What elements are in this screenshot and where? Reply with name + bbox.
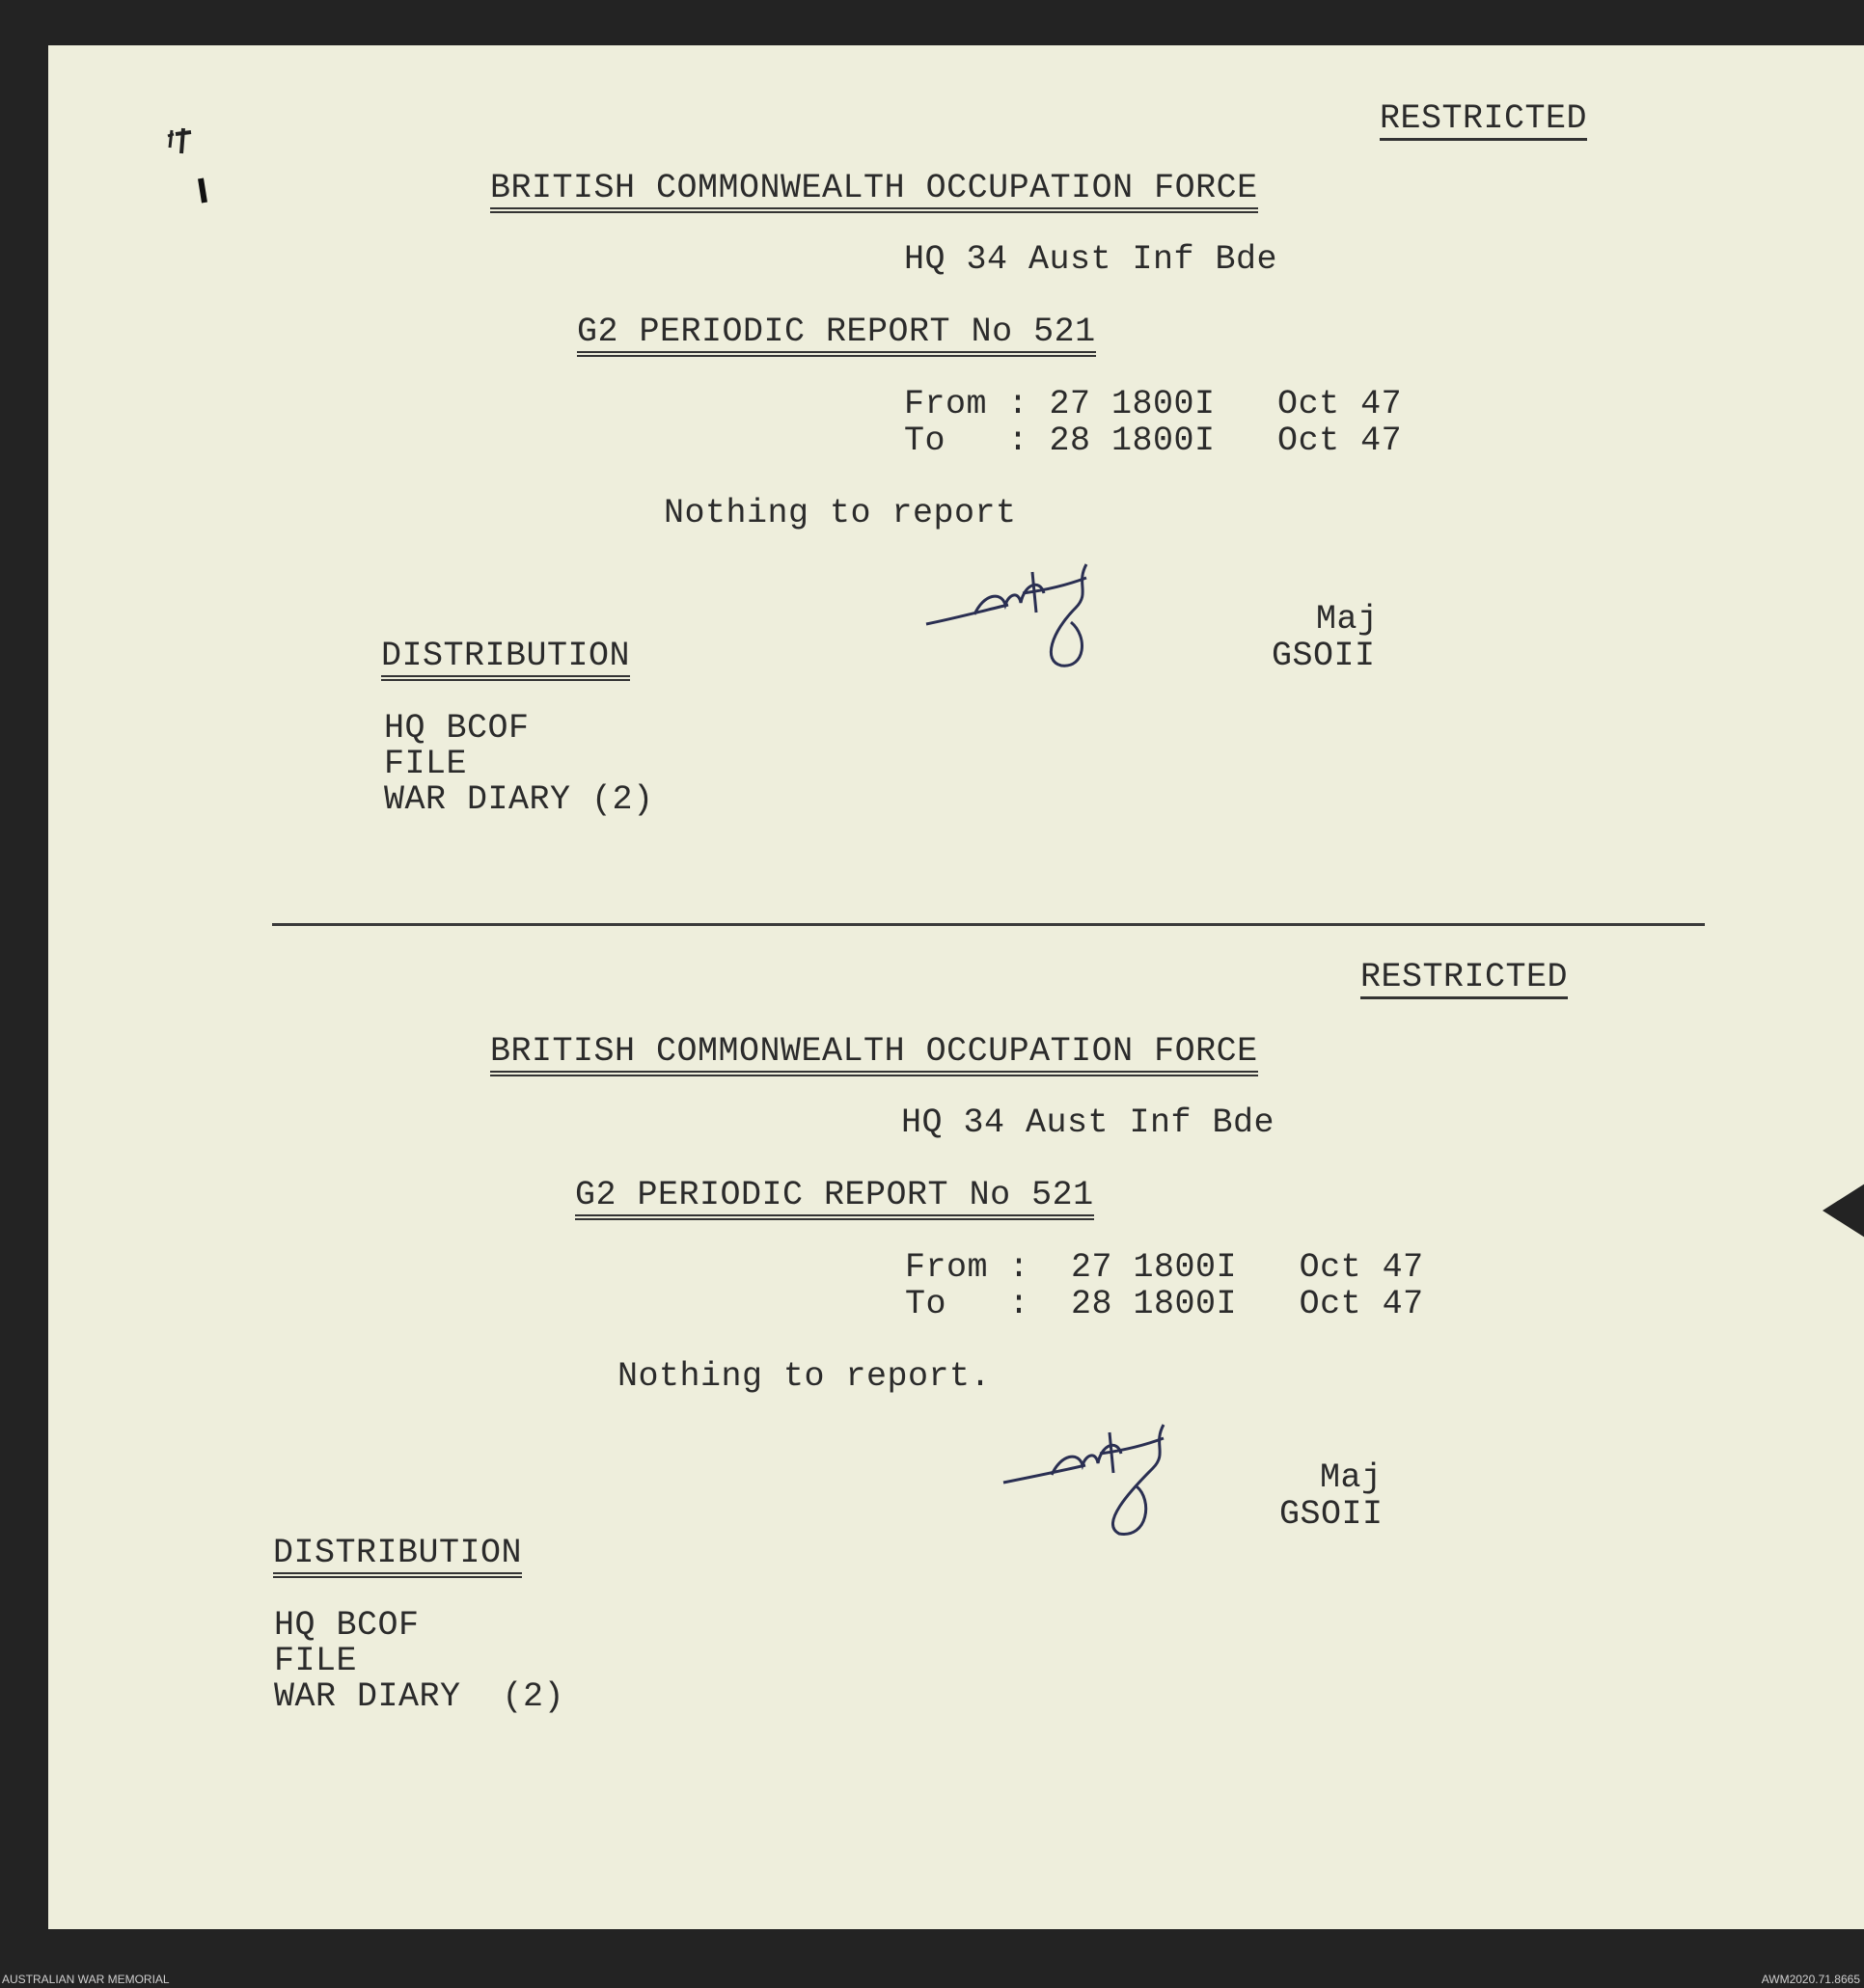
signatory-rank: Maj <box>1320 1458 1383 1497</box>
distribution-item: WAR DIARY (2) <box>274 1677 565 1716</box>
footer-accession-number: AWM2020.71.8665 <box>1761 1973 1860 1986</box>
classification-label: RESTRICTED <box>1360 959 1568 999</box>
period-from: From : 27 1800I Oct 47 <box>905 1248 1424 1287</box>
distribution-item: WAR DIARY (2) <box>384 780 654 819</box>
signatory-rank: Maj <box>1316 600 1379 639</box>
torn-edge-notch <box>1823 1184 1864 1238</box>
signatory-appointment: GSOII <box>1279 1495 1384 1534</box>
distribution-heading: DISTRIBUTION <box>273 1535 522 1578</box>
signatory-appointment: GSOII <box>1272 637 1376 675</box>
pencil-mark-icon <box>164 121 222 212</box>
pencil-annotation <box>164 121 222 220</box>
signature-image <box>917 555 1148 680</box>
period-to: To : 28 1800I Oct 47 <box>905 1285 1424 1323</box>
distribution-heading: DISTRIBUTION <box>381 638 630 681</box>
footer-institution: AUSTRALIAN WAR MEMORIAL <box>2 1973 170 1986</box>
distribution-item: FILE <box>384 745 468 783</box>
force-title: BRITISH COMMONWEALTH OCCUPATION FORCE <box>490 170 1258 213</box>
distribution-item: FILE <box>274 1642 358 1680</box>
force-title: BRITISH COMMONWEALTH OCCUPATION FORCE <box>490 1033 1258 1076</box>
hq-line: HQ 34 Aust Inf Bde <box>904 240 1278 279</box>
period-from: From : 27 1800I Oct 47 <box>904 385 1403 423</box>
period-to: To : 28 1800I Oct 47 <box>904 422 1403 460</box>
classification-label: RESTRICTED <box>1380 100 1587 141</box>
section-divider <box>272 923 1705 926</box>
hq-line: HQ 34 Aust Inf Bde <box>901 1103 1275 1142</box>
report-body: Nothing to report <box>664 494 1017 532</box>
distribution-item: HQ BCOF <box>384 709 530 748</box>
report-title: G2 PERIODIC REPORT No 521 <box>575 1177 1094 1220</box>
signature-image <box>994 1423 1225 1548</box>
report-body: Nothing to report. <box>617 1357 992 1396</box>
distribution-item: HQ BCOF <box>274 1606 420 1645</box>
report-title: G2 PERIODIC REPORT No 521 <box>577 313 1096 357</box>
